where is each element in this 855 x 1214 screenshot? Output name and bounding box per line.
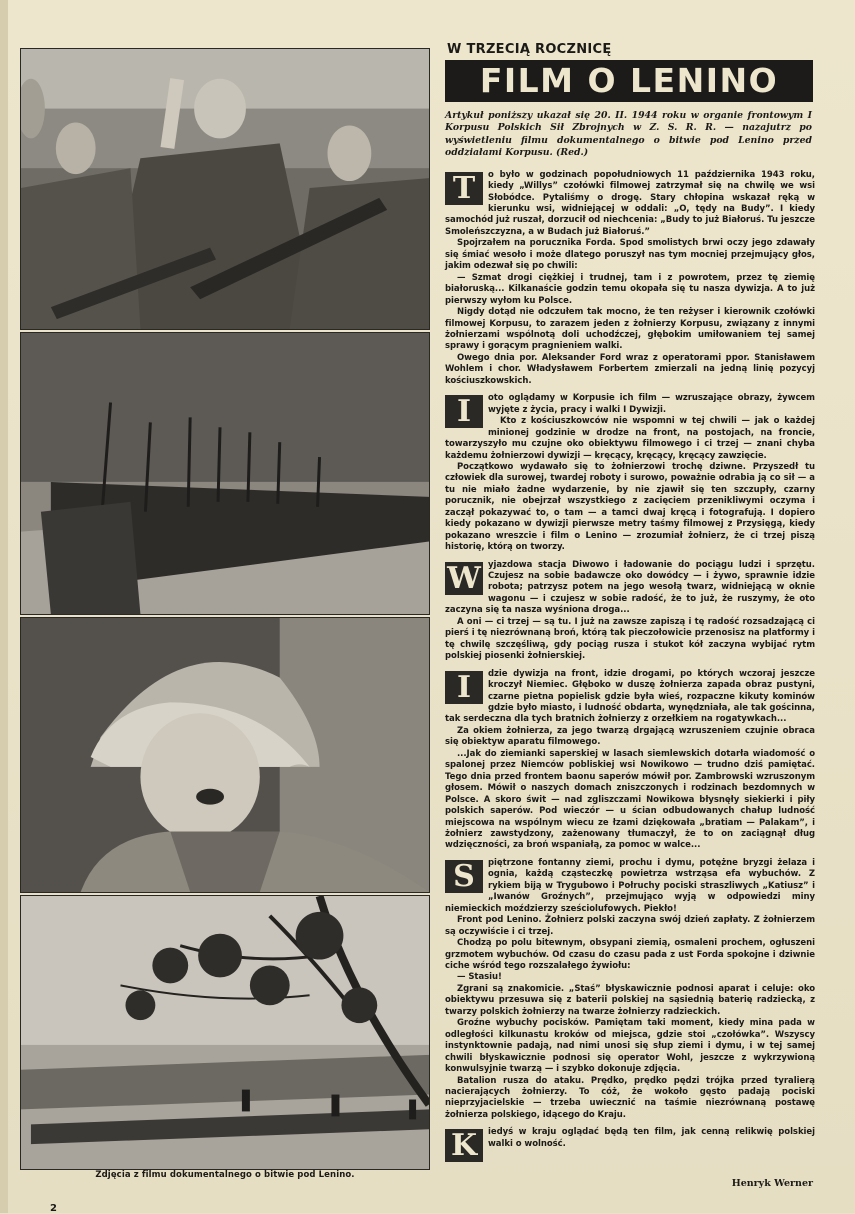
photo-marching-column — [20, 332, 430, 615]
paragraph: Kto z kościuszkowców nie wspomni w tej chwili — jak o każdej minionej godzinie w drodze na front, na postojach, na froncie, towarzyszyło mu czujne oko obiektywu filmowego i ci trzej — znani chyba każdemu żołnierzowi dywizji — kręcący, kręcący, kręcący zawzięcie. — [445, 416, 815, 461]
paragraph: Owego dnia por. Aleksander Ford wraz z operatorami ppor. Stanisławem Wohlem i chor. Władysławem Forbertem zmierzali na jedną linię pozycyj kościuszkowskich. — [445, 352, 815, 386]
paragraph: ...Jak do ziemianki saperskiej w lasach siemlewskich dotarła wiadomość o spalonej przez Niemców pobliskiej wsi Nowikowo — trudno dziś pamiętać. Tego dnia przed frontem baonu saperów mówił por. Zambrowski wzruszonym głosem. Mówił o naszych domach zniszczonych i rodzinach bezdomnych w Polsce. A skoro świt — nad zgliszczami Nowikowa błysnęły siekierki i piły polskich saperów. Pod wieczór — u ścian odbudowanych chałup ludność miejscowa na wspólnym wiecu ze łzami dziękowała „bratiam — Palakam”, i żołnierz zawstydzony, zażenowany tłumaczył, że to on zaciągnął dług wdzięczności, za broń wspaniałą, za pomoc w walce... — [445, 748, 815, 851]
section-2 — [445, 393, 815, 553]
paragraph: o było w godzinach popołudniowych 11 października 1943 roku, kiedy „Willys” czołówki filmowej zatrzymał się na chwilę we wsi Słobódce. Pytaliśmy o drogę. Stary chłopina wskazał ręką w kierunku wsi, widniejącej w oddali: „O, tędy na Budy”. I kiedy samochód już ruszał, dorzucił od niechcenia: „Budy to już Białoruś. Tu jeszcze Smoleńszczyzna, a w Budach już Białoruś.” — [445, 169, 815, 237]
dropcap: I — [445, 671, 483, 704]
headline: FILM O LENINO — [445, 60, 813, 102]
paragraph: Zgrani są znakomicie. „Staś” błyskawicznie podnosi aparat i celuje: oko obiektywu przesuwa się z baterii polskiej na sąsiednią baterię radziecką, z twarzy polskich żołnierzy na twarze żołnierzy radzieckich. — [445, 983, 815, 1017]
article-column — [445, 42, 815, 1162]
paragraph: A oni — ci trzej — są tu. I już na zawsze zapiszą i tę radość rozsadzającą ci pierś i tę niezrównaną broń, którą tak pieczołowicie przenosisz na platformy i tę chwilę szczęśliwą, gdy pociąg rusza i stukot kół zaczyna wybijać rytm polskiej piosenki żołnierskiej. — [445, 616, 815, 662]
page-number: 2 — [50, 1203, 57, 1214]
section-6 — [445, 1127, 815, 1164]
section-4 — [445, 669, 815, 852]
paragraph: piętrzone fontanny ziemi, prochu i dymu, potężne bryzgi żelaza i ognia, każdą cząsteczkę powietrza wstrząsa efa wybuchów. Z rykiem biją w Trygubowo i Połruchy pociski straszliwych „Katiusz” i „Iwanów Groźnych”, przejmująco wyją w odpowiedzi miny niemieckich moździerzy sześciolufowych. Piekło! — [445, 857, 815, 914]
paragraph: Nigdy dotąd nie odczułem tak mocno, że ten reżyser i kierownik czołówki filmowej Korpusu, to zarazem jeden z żołnierzy Korpusu, związany z innymi żołnierzami wspólnotą doli uchodźczej, głębokim umiłowaniem tej samej sprawy i gorącym pragnieniem walki. — [445, 307, 815, 352]
paragraph: Za okiem żołnierza, za jego twarzą drgającą wzruszeniem czujnie obraca się obiektyw aparatu filmowego. — [445, 725, 815, 748]
photo-battlefield-tree — [20, 895, 430, 1170]
paragraph: iedyś w kraju oglądać będą ten film, jak cenną relikwię polskiej walki o wolność. — [488, 1127, 815, 1149]
photo-soldier-helmet — [20, 617, 430, 893]
paragraph: — Stasiu! — [457, 972, 502, 983]
photo-oath-soldiers — [20, 48, 430, 330]
dropcap: K — [445, 1129, 483, 1162]
dropcap: S — [445, 860, 483, 893]
editorial-intro: Artykuł poniższy ukazał się 20. II. 1944 roku w organie frontowym I Korpusu Polskich Sił Zbrojnych w Z. S. R. R. — nazajutrz po wyświetleniu filmu dokumentalnego o bitwie pod Lenino przed oddziałami Korpusu. (Red.) — [445, 110, 812, 159]
paragraph: dzie dywizja na front, idzie drogami, po których wczoraj jeszcze kroczył Niemiec. Głęboko w duszę żołnierza zapada obraz pustyni, czarne pietna popielisk gdzie była wieś, rozpaczne kikuty kominów gdzie było miasto, i ludność obdarta, wynędzniała, ale tak gościnna, tak serdeczna dla tych bratnich żołnierzy z orzełkiem na rogatywkach... — [445, 668, 815, 725]
paragraph: yjazdowa stacja Diwowo i ładowanie do pociągu ludzi i sprzętu. Czujesz na sobie badawcze oko dowódcy — i żywo, sprawnie idzie robota; patrzysz potem na jego wesołą twarz, widniejącą w oknie wagonu — i czujesz w sobie radość, że to już, że ruszymy, że oto zaczyna się ta nasza wyśniona droga... — [445, 559, 815, 616]
dropcap: W — [445, 562, 483, 595]
paragraph: Chodzą po polu bitewnym, obsypani ziemią, osmaleni prochem, ogłuszeni grzmotem wybuchów. Od czasu do czasu pada z ust Forda spokojne i dziwnie ciche wśród tego rozszalałego żywiołu: — [445, 938, 815, 971]
paragraph: oto oglądamy w Korpusie ich film — wzruszające obrazy, żywcem wyjęte z życia, pracy i walki I Dywizji. — [488, 393, 815, 415]
paragraph: Front pod Lenino. Żołnierz polski zaczyna swój dzień zapłaty. Z żołnierzem są oczywiście i ci trzej. — [445, 915, 815, 937]
paragraph: Batalion rusza do ataku. Prędko, prędko pędzi trójka przed tyralierą nacierających żołnierzy. To cóż, że wokoło gęsto padają pociski nieprzyjacielskie — trzeba uwiecznić na taśmie niezrównaną postawę żołnierza polskiego, idącego do Kraju. — [445, 1075, 815, 1120]
dropcap: T — [445, 172, 483, 205]
paragraph: Groźne wybuchy pocisków. Pamiętam taki moment, kiedy mina pada w odległości kilkunastu kroków od miejsca, gdzie stoi „czołówka”. Wszyscy instynktownie padają, nad nimi unosi się słup ziemi i dymu, i w tej samej chwili błyskawicznie podnosi się operator Wohl, jeszcze z wykrzywioną konwulsyjnie twarzą — i szybko dokonuje zdjęcia. — [445, 1018, 815, 1075]
kicker-line: W TRZECIĄ ROCZNICĘ — [447, 42, 612, 57]
dropcap: I — [445, 395, 483, 428]
paragraph: Spojrzałem na porucznika Forda. Spod smolistych brwi oczy jego zdawały się śmiać wesoło i może dlatego poruszył nas tym mocniej przejmujący głos, jakim odezwał się po chwili: — [445, 238, 815, 272]
section-5 — [445, 858, 815, 1121]
paragraph: Początkowo wydawało się to żołnierzowi trochę dziwne. Przyszedł tu człowiek dla surowej, twardej roboty i surowo, poważnie odrabia ją co sił — a tu nie miało żadne wydarzenie, by nie zjawił się ten szczupły, czarny porucznik, nie obejrzał wszystkiego z zacięciem przenikliwymi oczyma i zaczął pokazywać to, o tam — a tamci dwaj kręcą i fotografują. I dopiero kiedy pokazano w dywizji pierwsze metry taśmy filmowej z Przysięgą, kiedy pokazano wreszcie i film o Lenino — zrozumiał żołnierz, że ci trzej piszą historię, którą on tworzy. — [445, 461, 815, 553]
section-1 — [445, 170, 815, 388]
article-body — [445, 169, 815, 1164]
page-edge — [0, 0, 8, 1213]
author-signature: Henryk Werner — [731, 1178, 813, 1189]
section-3 — [445, 560, 815, 663]
photo-caption: Zdjęcia z filmu dokumentalnego o bitwie pod Lenino. — [95, 1170, 355, 1180]
paragraph: — Szmat drogi ciężkiej i trudnej, tam i z powrotem, przez tę ziemię białoruską... Kilkanaście godzin temu okopała się tu nasza dywizja. A to już pierwszy wyłom ku Polsce. — [445, 272, 815, 306]
